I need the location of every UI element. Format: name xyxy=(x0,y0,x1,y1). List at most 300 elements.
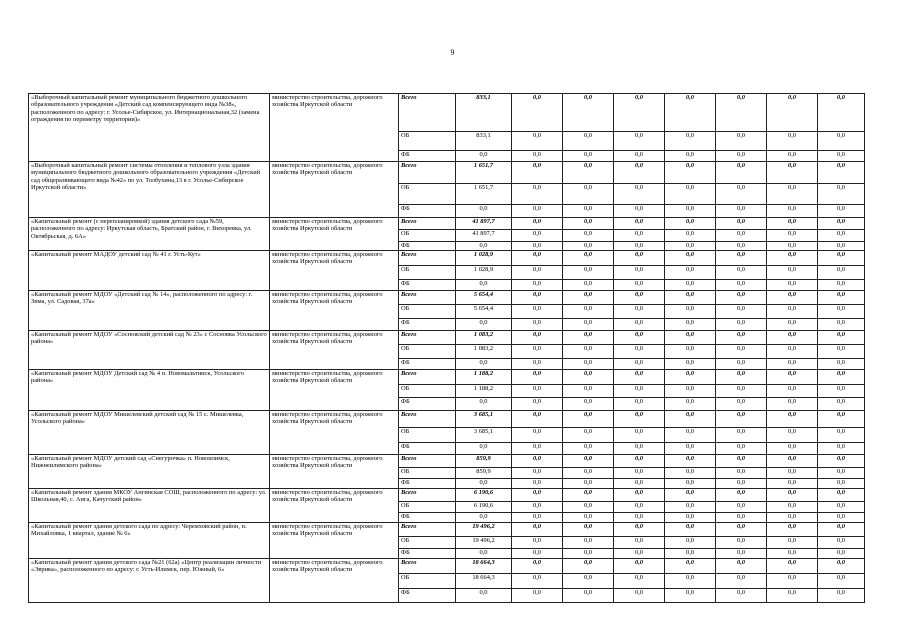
amount-cell: 0,0 xyxy=(512,218,563,230)
amount-cell: 0,0 xyxy=(818,266,865,280)
amount-cell: 0,0 xyxy=(716,479,767,489)
funding-source: Всего xyxy=(399,523,456,537)
amount-cell: 0,0 xyxy=(614,251,665,266)
amount-cell: 0,0 xyxy=(563,428,614,443)
executor-name: министерство строительства, дорожного хозяйства Иркутской области xyxy=(270,370,399,411)
amount-cell: 0,0 xyxy=(456,513,512,523)
amount-cell: 0,0 xyxy=(665,266,716,280)
amount-cell: 0,0 xyxy=(818,94,865,132)
amount-cell: 0,0 xyxy=(665,218,716,230)
amount-cell: 0,0 xyxy=(767,574,818,589)
amount-cell: 0,0 xyxy=(716,94,767,132)
amount-cell: 0,0 xyxy=(614,428,665,443)
amount-cell: 0,0 xyxy=(767,319,818,331)
amount-cell: 0,0 xyxy=(456,242,512,251)
amount-cell: 0,0 xyxy=(512,549,563,559)
measure-name: «Капитальный ремонт МДОУ Мишелевский детский сад № 15 с. Мишелевка, Усольского района» xyxy=(29,411,270,455)
amount-cell: 0,0 xyxy=(665,428,716,443)
funding-source: ФБ xyxy=(399,549,456,559)
amount-cell: 0,0 xyxy=(512,455,563,468)
amount-cell: 0,0 xyxy=(818,574,865,589)
amount-cell: 0,0 xyxy=(563,305,614,319)
amount-cell: 0,0 xyxy=(665,94,716,132)
amount-cell: 0,0 xyxy=(818,242,865,251)
amount-cell: 0,0 xyxy=(716,319,767,331)
amount-cell: 0,0 xyxy=(614,502,665,513)
amount-cell: 0,0 xyxy=(767,537,818,549)
amount-cell: 19 496,2 xyxy=(456,537,512,549)
amount-cell: 0,0 xyxy=(563,489,614,502)
amount-cell: 1 028,9 xyxy=(456,251,512,266)
table-row xyxy=(29,218,865,230)
amount-cell: 0,0 xyxy=(614,151,665,162)
amount-cell: 0,0 xyxy=(456,205,512,218)
amount-cell: 0,0 xyxy=(818,589,865,603)
executor-name: министерство строительства, дорожного хозяйства Иркутской области xyxy=(270,162,399,218)
amount-cell: 0,0 xyxy=(716,266,767,280)
amount-cell: 0,0 xyxy=(767,370,818,385)
amount-cell: 0,0 xyxy=(767,94,818,132)
measure-name: «Капитальный ремонт МДОУ «Детский сад № 14», расположенного по адресу: г. Зима, ул. Садовая, 37а» xyxy=(29,291,270,331)
funding-source: ОБ xyxy=(399,537,456,549)
amount-cell: 0,0 xyxy=(456,443,512,455)
amount-cell: 0,0 xyxy=(614,94,665,132)
amount-cell: 0,0 xyxy=(665,305,716,319)
amount-cell: 0,0 xyxy=(818,184,865,205)
funding-source: ОБ xyxy=(399,502,456,513)
amount-cell: 0,0 xyxy=(614,549,665,559)
funding-source: Всего xyxy=(399,455,456,468)
amount-cell: 0,0 xyxy=(563,537,614,549)
funding-source: ОБ xyxy=(399,468,456,479)
measure-name: «Капитальный ремонт МДОУ «Сосновский детский сад № 23» с Сосновка Усольского района» xyxy=(29,331,270,370)
amount-cell: 3 685,1 xyxy=(456,428,512,443)
amount-cell: 0,0 xyxy=(818,385,865,398)
amount-cell: 0,0 xyxy=(665,205,716,218)
amount-cell: 0,0 xyxy=(512,94,563,132)
amount-cell: 0,0 xyxy=(563,398,614,411)
amount-cell: 0,0 xyxy=(563,589,614,603)
amount-cell: 0,0 xyxy=(563,502,614,513)
amount-cell: 0,0 xyxy=(716,523,767,537)
funding-source: ФБ xyxy=(399,589,456,603)
amount-cell: 0,0 xyxy=(716,205,767,218)
amount-cell: 0,0 xyxy=(818,443,865,455)
amount-cell: 0,0 xyxy=(716,502,767,513)
amount-cell: 0,0 xyxy=(767,291,818,305)
amount-cell: 0,0 xyxy=(665,345,716,359)
amount-cell: 0,0 xyxy=(614,266,665,280)
amount-cell: 0,0 xyxy=(665,479,716,489)
amount-cell: 0,0 xyxy=(767,205,818,218)
amount-cell: 0,0 xyxy=(665,589,716,603)
amount-cell: 0,0 xyxy=(767,242,818,251)
amount-cell: 0,0 xyxy=(818,251,865,266)
amount-cell: 18 664,3 xyxy=(456,574,512,589)
page-number: 9 xyxy=(450,48,455,57)
amount-cell: 0,0 xyxy=(512,398,563,411)
amount-cell: 0,0 xyxy=(665,523,716,537)
executor-name: министерство строительства, дорожного хозяйства Иркутской области xyxy=(270,94,399,162)
amount-cell: 0,0 xyxy=(716,398,767,411)
amount-cell: 0,0 xyxy=(818,280,865,291)
funding-source: ОБ xyxy=(399,184,456,205)
amount-cell: 0,0 xyxy=(614,319,665,331)
amount-cell: 0,0 xyxy=(818,468,865,479)
amount-cell: 0,0 xyxy=(512,385,563,398)
amount-cell: 0,0 xyxy=(818,305,865,319)
amount-cell: 0,0 xyxy=(512,513,563,523)
funding-source: ОБ xyxy=(399,266,456,280)
amount-cell: 0,0 xyxy=(767,455,818,468)
amount-cell: 0,0 xyxy=(563,468,614,479)
amount-cell: 0,0 xyxy=(665,559,716,574)
amount-cell: 0,0 xyxy=(563,151,614,162)
amount-cell: 0,0 xyxy=(512,319,563,331)
amount-cell: 0,0 xyxy=(563,345,614,359)
amount-cell: 0,0 xyxy=(614,523,665,537)
amount-cell: 3 685,1 xyxy=(456,411,512,428)
amount-cell: 0,0 xyxy=(614,455,665,468)
amount-cell: 0,0 xyxy=(614,242,665,251)
amount-cell: 0,0 xyxy=(563,331,614,345)
amount-cell: 0,0 xyxy=(563,559,614,574)
measure-name: «Выборочный капитальный ремонт муниципального бюджетного дошкольного образовательного учреждения «Детский сад компенсирующего вида №38», расположенного по адресу: г. Усолье-Сибирское, ул. Интернациональная,32 (замена ограждения по периметру территории)» xyxy=(29,94,270,162)
amount-cell: 0,0 xyxy=(818,502,865,513)
amount-cell: 0,0 xyxy=(563,242,614,251)
amount-cell: 0,0 xyxy=(818,291,865,305)
amount-cell: 0,0 xyxy=(456,549,512,559)
amount-cell: 41 897,7 xyxy=(456,218,512,230)
amount-cell: 0,0 xyxy=(563,549,614,559)
amount-cell: 0,0 xyxy=(665,319,716,331)
amount-cell: 859,9 xyxy=(456,468,512,479)
amount-cell: 1 651,7 xyxy=(456,162,512,184)
amount-cell: 1 188,2 xyxy=(456,370,512,385)
amount-cell: 0,0 xyxy=(665,574,716,589)
amount-cell: 0,0 xyxy=(665,331,716,345)
amount-cell: 0,0 xyxy=(767,280,818,291)
amount-cell: 0,0 xyxy=(614,489,665,502)
amount-cell: 0,0 xyxy=(512,184,563,205)
amount-cell: 0,0 xyxy=(563,523,614,537)
table-row xyxy=(29,370,865,385)
table-row xyxy=(29,94,865,132)
amount-cell: 5 654,4 xyxy=(456,305,512,319)
funding-source: Всего xyxy=(399,162,456,184)
amount-cell: 0,0 xyxy=(614,132,665,151)
amount-cell: 0,0 xyxy=(818,479,865,489)
amount-cell: 0,0 xyxy=(563,94,614,132)
amount-cell: 0,0 xyxy=(614,479,665,489)
executor-name: министерство строительства, дорожного хозяйства Иркутской области xyxy=(270,218,399,251)
amount-cell: 0,0 xyxy=(512,251,563,266)
amount-cell: 0,0 xyxy=(818,218,865,230)
funding-source: ФБ xyxy=(399,319,456,331)
amount-cell: 0,0 xyxy=(512,280,563,291)
amount-cell: 0,0 xyxy=(512,345,563,359)
table-row xyxy=(29,251,865,266)
amount-cell: 0,0 xyxy=(563,479,614,489)
amount-cell: 0,0 xyxy=(767,428,818,443)
amount-cell: 0,0 xyxy=(456,398,512,411)
amount-cell: 0,0 xyxy=(456,280,512,291)
amount-cell: 0,0 xyxy=(767,468,818,479)
amount-cell: 0,0 xyxy=(665,549,716,559)
funding-source: Всего xyxy=(399,218,456,230)
amount-cell: 0,0 xyxy=(563,455,614,468)
amount-cell: 0,0 xyxy=(767,523,818,537)
amount-cell: 0,0 xyxy=(512,537,563,549)
amount-cell: 0,0 xyxy=(665,151,716,162)
amount-cell: 0,0 xyxy=(563,513,614,523)
amount-cell: 0,0 xyxy=(818,489,865,502)
funding-source: ФБ xyxy=(399,513,456,523)
amount-cell: 0,0 xyxy=(716,385,767,398)
amount-cell: 6 190,6 xyxy=(456,489,512,502)
amount-cell: 0,0 xyxy=(716,251,767,266)
amount-cell: 0,0 xyxy=(614,559,665,574)
amount-cell: 0,0 xyxy=(818,559,865,574)
table-row xyxy=(29,489,865,502)
amount-cell: 0,0 xyxy=(512,370,563,385)
amount-cell: 1 188,2 xyxy=(456,385,512,398)
funding-source: ОБ xyxy=(399,428,456,443)
amount-cell: 0,0 xyxy=(716,132,767,151)
amount-cell: 0,0 xyxy=(665,537,716,549)
amount-cell: 0,0 xyxy=(818,151,865,162)
amount-cell: 0,0 xyxy=(818,345,865,359)
amount-cell: 0,0 xyxy=(767,132,818,151)
amount-cell: 0,0 xyxy=(665,513,716,523)
amount-cell: 0,0 xyxy=(614,205,665,218)
amount-cell: 833,1 xyxy=(456,94,512,132)
amount-cell: 0,0 xyxy=(512,151,563,162)
amount-cell: 0,0 xyxy=(767,266,818,280)
funding-source: Всего xyxy=(399,411,456,428)
budget-table xyxy=(28,93,865,603)
amount-cell: 0,0 xyxy=(767,589,818,603)
amount-cell: 0,0 xyxy=(767,513,818,523)
funding-source: Всего xyxy=(399,94,456,132)
executor-name: министерство строительства, дорожного хозяйства Иркутской области xyxy=(270,489,399,523)
amount-cell: 1 083,2 xyxy=(456,331,512,345)
amount-cell: 0,0 xyxy=(767,184,818,205)
amount-cell: 0,0 xyxy=(716,291,767,305)
amount-cell: 0,0 xyxy=(512,331,563,345)
amount-cell: 0,0 xyxy=(456,589,512,603)
funding-source: ФБ xyxy=(399,242,456,251)
amount-cell: 0,0 xyxy=(614,162,665,184)
amount-cell: 1 083,2 xyxy=(456,345,512,359)
amount-cell: 0,0 xyxy=(716,574,767,589)
funding-source: Всего xyxy=(399,291,456,305)
funding-source: ОБ xyxy=(399,574,456,589)
amount-cell: 0,0 xyxy=(767,305,818,319)
amount-cell: 0,0 xyxy=(614,398,665,411)
amount-cell: 0,0 xyxy=(512,205,563,218)
amount-cell: 0,0 xyxy=(563,230,614,242)
measure-name: «Капитальный ремонт здания детского сада по адресу: Черемховский район, п. Михайловка, 1 квартал, здание № 6» xyxy=(29,523,270,559)
amount-cell: 0,0 xyxy=(512,574,563,589)
amount-cell: 0,0 xyxy=(818,132,865,151)
amount-cell: 0,0 xyxy=(767,251,818,266)
amount-cell: 0,0 xyxy=(512,266,563,280)
measure-name: «Капитальный ремонт МДОУ Детский сад № 4 п. Новомальтинск, Усольского района» xyxy=(29,370,270,411)
amount-cell: 0,0 xyxy=(563,291,614,305)
amount-cell: 0,0 xyxy=(767,411,818,428)
amount-cell: 0,0 xyxy=(563,218,614,230)
amount-cell: 0,0 xyxy=(456,319,512,331)
executor-name: министерство строительства, дорожного хозяйства Иркутской области xyxy=(270,559,399,603)
amount-cell: 0,0 xyxy=(716,455,767,468)
amount-cell: 1 028,9 xyxy=(456,266,512,280)
amount-cell: 0,0 xyxy=(563,280,614,291)
amount-cell: 0,0 xyxy=(512,162,563,184)
measure-name: «Капитальный ремонт (с перепланировкой) здания детского сада №59, расположенного по адресу: Иркутская область, Братский район, г. Вихоревка, ул. Октябрьская, д. 6А» xyxy=(29,218,270,251)
funding-source: Всего xyxy=(399,370,456,385)
amount-cell: 0,0 xyxy=(767,162,818,184)
measure-name: «Капитальный ремонт здания детского сада №21 (62а) «Центр реализации личности «Эврика», расположенного по адресу: г. Усть-Илимск, пер. Южный, 6» xyxy=(29,559,270,603)
amount-cell: 0,0 xyxy=(665,502,716,513)
funding-source: ОБ xyxy=(399,132,456,151)
table-row xyxy=(29,523,865,537)
amount-cell: 0,0 xyxy=(614,280,665,291)
amount-cell: 0,0 xyxy=(563,574,614,589)
funding-source: ФБ xyxy=(399,443,456,455)
executor-name: министерство строительства, дорожного хозяйства Иркутской области xyxy=(270,331,399,370)
amount-cell: 0,0 xyxy=(512,411,563,428)
funding-source: ОБ xyxy=(399,230,456,242)
executor-name: министерство строительства, дорожного хозяйства Иркутской области xyxy=(270,523,399,559)
amount-cell: 0,0 xyxy=(818,319,865,331)
measure-name: «Капитальный ремонт МАДОУ детский сад № 41 г. Усть-Кут» xyxy=(29,251,270,291)
amount-cell: 0,0 xyxy=(665,443,716,455)
funding-source: Всего xyxy=(399,559,456,574)
amount-cell: 0,0 xyxy=(563,162,614,184)
amount-cell: 0,0 xyxy=(767,443,818,455)
amount-cell: 19 496,2 xyxy=(456,523,512,537)
amount-cell: 0,0 xyxy=(614,218,665,230)
amount-cell: 5 654,4 xyxy=(456,291,512,305)
amount-cell: 0,0 xyxy=(512,502,563,513)
amount-cell: 0,0 xyxy=(716,549,767,559)
amount-cell: 0,0 xyxy=(512,305,563,319)
amount-cell: 0,0 xyxy=(767,489,818,502)
amount-cell: 0,0 xyxy=(818,359,865,370)
funding-source: ФБ xyxy=(399,398,456,411)
amount-cell: 0,0 xyxy=(716,184,767,205)
amount-cell: 0,0 xyxy=(512,443,563,455)
amount-cell: 0,0 xyxy=(665,132,716,151)
amount-cell: 0,0 xyxy=(512,242,563,251)
amount-cell: 0,0 xyxy=(614,305,665,319)
amount-cell: 0,0 xyxy=(614,443,665,455)
amount-cell: 0,0 xyxy=(716,359,767,370)
amount-cell: 0,0 xyxy=(665,489,716,502)
amount-cell: 0,0 xyxy=(665,251,716,266)
amount-cell: 0,0 xyxy=(512,468,563,479)
amount-cell: 0,0 xyxy=(716,468,767,479)
amount-cell: 0,0 xyxy=(563,359,614,370)
amount-cell: 0,0 xyxy=(614,385,665,398)
amount-cell: 0,0 xyxy=(716,537,767,549)
amount-cell: 0,0 xyxy=(716,162,767,184)
amount-cell: 0,0 xyxy=(614,359,665,370)
amount-cell: 0,0 xyxy=(512,559,563,574)
amount-cell: 0,0 xyxy=(716,443,767,455)
amount-cell: 0,0 xyxy=(818,331,865,345)
amount-cell: 0,0 xyxy=(563,251,614,266)
funding-source: ФБ xyxy=(399,280,456,291)
measure-name: «Капитальный ремонт МДОУ детский сад «Снегурочка» п. Новоилимск, Нижнеилимского района» xyxy=(29,455,270,489)
amount-cell: 0,0 xyxy=(767,479,818,489)
executor-name: министерство строительства, дорожного хозяйства Иркутской области xyxy=(270,455,399,489)
amount-cell: 0,0 xyxy=(818,513,865,523)
amount-cell: 0,0 xyxy=(512,479,563,489)
table-row xyxy=(29,331,865,345)
amount-cell: 0,0 xyxy=(818,162,865,184)
funding-source: ОБ xyxy=(399,305,456,319)
amount-cell: 0,0 xyxy=(818,523,865,537)
amount-cell: 18 664,3 xyxy=(456,559,512,574)
amount-cell: 0,0 xyxy=(716,230,767,242)
amount-cell: 833,1 xyxy=(456,132,512,151)
amount-cell: 0,0 xyxy=(818,537,865,549)
amount-cell: 0,0 xyxy=(767,331,818,345)
amount-cell: 0,0 xyxy=(614,370,665,385)
amount-cell: 0,0 xyxy=(665,162,716,184)
executor-name: министерство строительства, дорожного хозяйства Иркутской области xyxy=(270,411,399,455)
amount-cell: 0,0 xyxy=(716,559,767,574)
funding-source: ОБ xyxy=(399,345,456,359)
amount-cell: 1 651,7 xyxy=(456,184,512,205)
amount-cell: 0,0 xyxy=(614,291,665,305)
amount-cell: 0,0 xyxy=(614,230,665,242)
amount-cell: 0,0 xyxy=(716,151,767,162)
amount-cell: 0,0 xyxy=(512,132,563,151)
amount-cell: 0,0 xyxy=(767,359,818,370)
table-row xyxy=(29,291,865,305)
amount-cell: 0,0 xyxy=(716,305,767,319)
amount-cell: 0,0 xyxy=(563,370,614,385)
amount-cell: 0,0 xyxy=(563,266,614,280)
amount-cell: 0,0 xyxy=(716,242,767,251)
amount-cell: 0,0 xyxy=(767,398,818,411)
table-row xyxy=(29,411,865,428)
amount-cell: 0,0 xyxy=(614,513,665,523)
amount-cell: 0,0 xyxy=(563,385,614,398)
amount-cell: 0,0 xyxy=(614,411,665,428)
amount-cell: 0,0 xyxy=(665,230,716,242)
amount-cell: 0,0 xyxy=(818,205,865,218)
amount-cell: 0,0 xyxy=(767,230,818,242)
amount-cell: 0,0 xyxy=(563,132,614,151)
funding-source: Всего xyxy=(399,331,456,345)
amount-cell: 0,0 xyxy=(716,370,767,385)
table-row xyxy=(29,455,865,468)
amount-cell: 0,0 xyxy=(716,489,767,502)
amount-cell: 0,0 xyxy=(767,345,818,359)
measure-name: «Выборочный капитальный ремонт системы отопления и теплового узла здания муниципального бюджетного дошкольного образовательного учреждения «Детский сад общеразвивающего вида №42» по ул. Толбухина,13 в г. Усолье-Сибирское Иркутской области» xyxy=(29,162,270,218)
funding-source: ОБ xyxy=(399,385,456,398)
amount-cell: 0,0 xyxy=(767,502,818,513)
amount-cell: 0,0 xyxy=(716,513,767,523)
table-row xyxy=(29,162,865,184)
amount-cell: 0,0 xyxy=(563,411,614,428)
funding-source: ФБ xyxy=(399,151,456,162)
amount-cell: 0,0 xyxy=(563,184,614,205)
